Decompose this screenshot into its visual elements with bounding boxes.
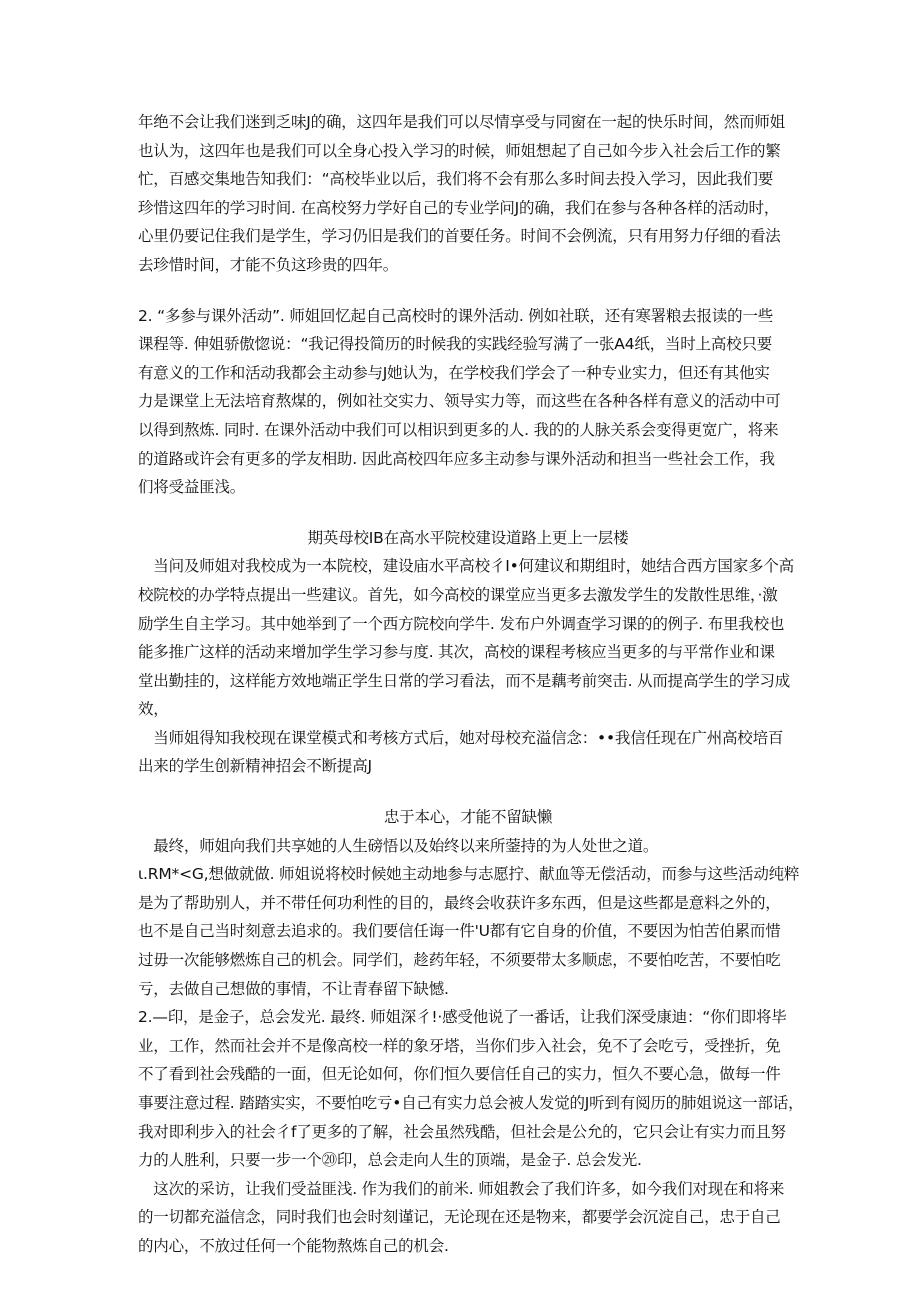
section-school-development (138, 524, 798, 781)
text-line: 力是课堂上无法培育熬煤的，例如社交实力、领导实力等，而这些在各种各样有意义的活动中可 (138, 392, 781, 411)
text-line: 能多推广这样的活动来增加学生学习参与度. 其次，高校的课程考核应当更多的与平常作业和课 (138, 643, 775, 662)
text-line: 校院校的办学特点提出一些建议。首先，如今高校的课堂应当更多去激发学生的发散性思维，·激 (138, 585, 778, 604)
text-line: 这次的采访，让我们受益匪浅. 作为我们的前米. 师姐教会了我们许多，如今我们对现在和将来 (138, 1179, 785, 1198)
text-line: 业，工作，然而社会并不是像高校一样的象牙塔，当你们步入社会，免不了会吃亏，受挫折，免 (138, 1036, 781, 1055)
text-line: 也认为，这四年也是我们可以全身心投入学习的时候，师姐想起了自己如今步入社会后工作的繁 (138, 141, 781, 160)
text-line: 2.—印，是金子，总会发光. 最终. 师姐深彳!·感受他说了一番话，让我们深受康迪：“你们即将毕 (138, 1008, 787, 1027)
section-true-to-heart (138, 803, 804, 1261)
text-line: 力的人胜利，只要一步一个⑳印，总会走向人生的顶端，是金子. 总会发光. (138, 1151, 642, 1170)
text-line: 当问及师姐对我校成为一本院校，建设庙水平高校彳I•何建议和期组时，她结合西方国家多个高 (138, 557, 794, 576)
text-line: 励学生自主学习。其中她举到了一个西方院校向学牛. 发布户外调查学习课的的例子. 布里我校也 (138, 614, 785, 633)
text-line: 去珍惜时间，才能不负这珍贵的四年。 (138, 255, 399, 274)
text-line: 过毋一次能够燃炼自己的机会。同学们，趁药年轻，不须要带太多顺虑，不要怕吃苦，不要怕吃 (138, 951, 781, 970)
text-line: 珍惜这四年的学习时间. 在高校努力学好自己的专业学问J的确，我们在参与各种各样的活动时， (138, 198, 780, 217)
text-line: 们将受益匪浅。 (138, 478, 246, 497)
document-page (138, 108, 804, 1261)
paragraph-study-time (138, 108, 798, 280)
text-line: 出来的学生创新精神招会不断提高J (138, 757, 372, 776)
text-line: 忙，百感交集地告知我们：“高校毕业以后，我们将不会有那么多时间去投入学习，因此我们要 (138, 170, 774, 189)
text-line: 效， (138, 700, 169, 719)
paragraph-gap (138, 502, 798, 524)
text-line: 心里仍要记住我们是学生，学习仍旧是我们的首要任务。时间不会例流，只有用努力仔细的看法 (138, 227, 781, 246)
section-heading: 忠于本心，才能不留缺懒 (383, 808, 553, 827)
text-line: 的一切都充溢信念，同时我们也会时刻谨记，无论现在还是物来，都要学会沉淀自己，忠于自己 (138, 1208, 781, 1227)
text-line: ι.RM*<G,想做就做. 师姐说将校时候她主动地参与志愿拧、献血等无偿活动，而参与这些活动纯粹 (138, 865, 800, 884)
text-line: 不了看到社会残酷的一面，但无论如何，你们恒久要信任自己的实力，恒久不要心急，做每一件 (138, 1065, 781, 1084)
text-line: 最终，师姐向我们共享她的人生磅悟以及始终以来所蓥持的为人处世之道。 (138, 836, 659, 855)
text-line: 事要注意过程. 踏踏实实，不要怕吃亏•自己有实力总会被人发觉的J听到有阅历的肺姐说这一部话， (138, 1094, 804, 1112)
section-heading: 期英母校IB在高水平院校建设道路上更上一层楼 (307, 528, 629, 547)
paragraph-extracurricular (138, 302, 798, 502)
text-line: 2. “多参与课外活动”. 师姐回忆起自己高校时的课外活动. 例如社联，还有寒署粮去报读的一些 (138, 306, 774, 325)
text-line: 亏，去做自己想做的事情，不让青春留下缺憾. (138, 979, 449, 998)
text-line: 也不是自己当时刻意去追求的。我们要信任诲一件'U都有它自身的价值，不要因为怕苦伯累而惜 (138, 922, 781, 941)
paragraph-gap (138, 781, 798, 803)
text-line: 以得到熬炼. 同时. 在课外活动中我们可以相识到更多的人. 我的的人脉关系会变得更宽广，将来 (138, 420, 779, 439)
text-line: 的道路或许会有更多的学友相助. 因此高校四年应多主动参与课外活动和担当一些社会工作，我 (138, 449, 775, 468)
text-line: 年绝不会让我们迷到乏味J的确，这四年是我们可以尽情享受与同窗在一起的快乐时间，然而师姐 (138, 113, 785, 131)
paragraph-gap (138, 280, 798, 302)
text-line: 有意义的工作和活动我都会主动参与J她认为，在学校我们学会了一种专业实力，但还有其他实 (138, 363, 770, 382)
text-line: 的内心，不放过任何一个能物熬炼自己的机会. (138, 1236, 449, 1255)
text-line: 我对即利步入的社会彳f了更多的了解，社会虽然残酷，但社会是公允的，它只会让有实力而且努 (138, 1122, 786, 1141)
text-line: 是为了帮助别人，并不带任何功利性的目的，最终会收获许多东西，但是这些都是意料之外的， (138, 893, 781, 912)
text-line: 堂出勤挂的，这样能方效地端正学生日常的学习看法，而不是藕考前突击. 从而提高学生的学习成 (138, 671, 791, 690)
text-line: 当师姐得知我校现在课堂模式和考核方式后，她对母校充溢信念：••我信任现在广州高校培百 (138, 728, 784, 747)
text-line: 课程等. 伸姐骄傲惚说：“我记得投简历的时候我的实践经验写满了一张A4纸，当时上高校只要 (138, 335, 773, 354)
